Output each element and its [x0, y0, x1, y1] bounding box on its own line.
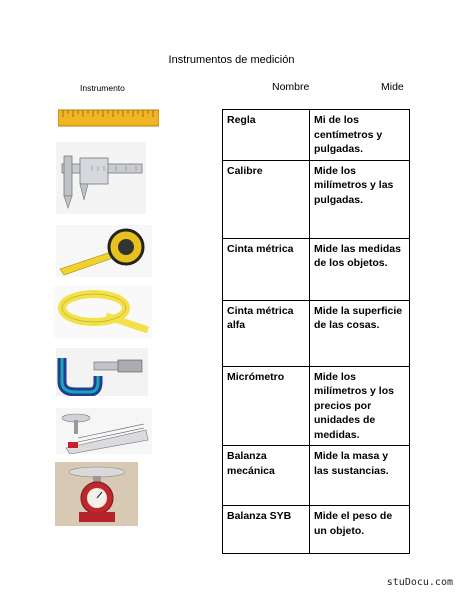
cell-mide: Mide los milímetros y los precios por unidades de medidas. [310, 366, 410, 446]
cell-nombre: Cinta métrica [223, 238, 310, 300]
micrometer-image [56, 348, 148, 396]
table-row [223, 446, 410, 506]
triple-beam-balance-image [56, 408, 152, 454]
cell-nombre: Balanza mecánica [223, 446, 310, 506]
cell-mide: Mide la superficie de las cosas. [310, 300, 410, 366]
caliper-image [56, 142, 146, 214]
table-row [223, 366, 410, 446]
cell-nombre: Calibre [223, 160, 310, 238]
cell-mide: Mide las medidas de los objetos. [310, 238, 410, 300]
table-row [223, 238, 410, 300]
cell-mide: Mide los milímetros y las pulgadas. [310, 160, 410, 238]
table-row [223, 506, 410, 554]
table-row [223, 110, 410, 161]
page-title: Instrumentos de medición [168, 54, 295, 66]
tape-measure-image [56, 225, 152, 277]
cell-nombre: Regla [223, 110, 310, 161]
header-instrumento: Instrumento [80, 83, 125, 93]
cell-nombre: Micrómetro [223, 366, 310, 446]
kitchen-scale-image [55, 462, 138, 526]
footer-watermark: stuDocu.com [386, 577, 453, 588]
cell-mide: Mide la masa y las sustancias. [310, 446, 410, 506]
header-mide: Mide [381, 81, 404, 93]
header-nombre: Nombre [272, 81, 310, 93]
flexible-tape-image [54, 286, 152, 338]
cell-nombre: Balanza SYB [223, 506, 310, 554]
ruler-image [58, 108, 159, 128]
cell-nombre: Cinta métrica alfa [223, 300, 310, 366]
table-row [223, 160, 410, 238]
cell-mide: Mide el peso de un objeto. [310, 506, 410, 554]
instruments-table [222, 109, 410, 554]
table-row [223, 300, 410, 366]
cell-mide: Mi de los centímetros y pulgadas. [310, 110, 410, 161]
